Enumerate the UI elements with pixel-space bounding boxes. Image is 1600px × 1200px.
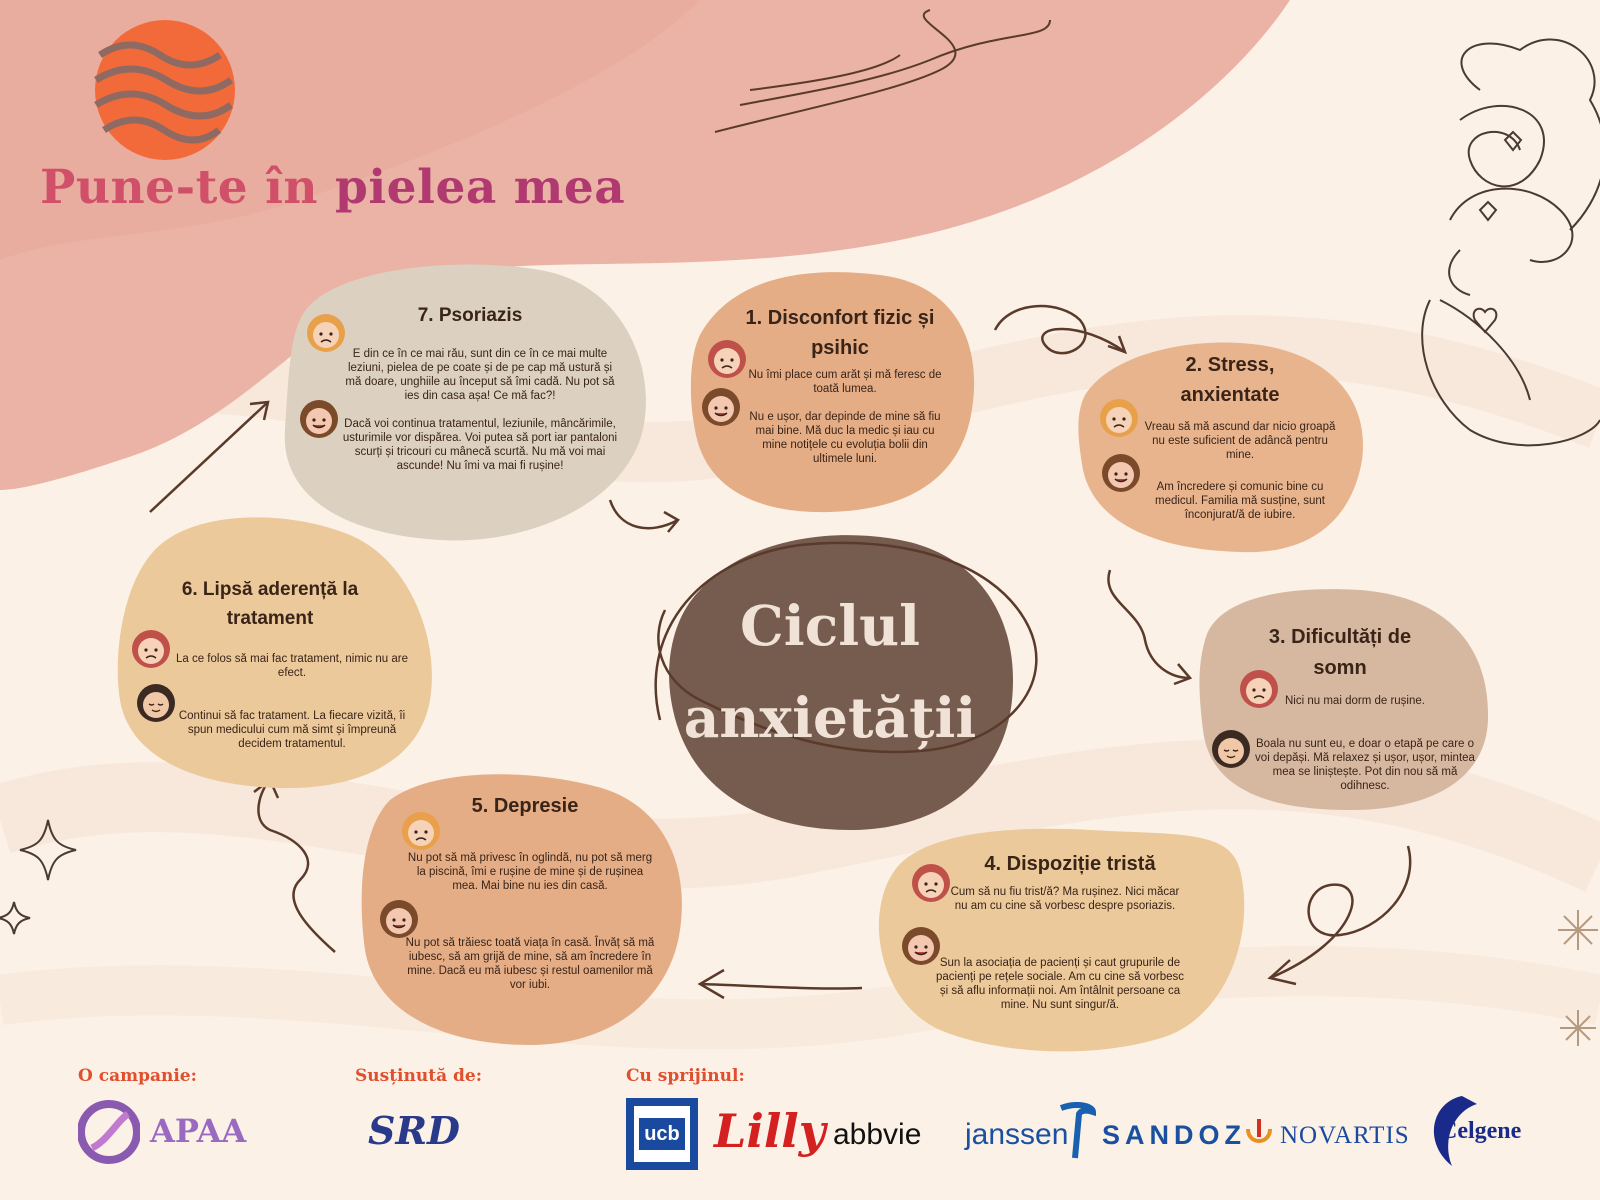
lilly-logo[interactable]: Lilly xyxy=(714,1104,826,1158)
curly-sad-face-icon xyxy=(400,810,442,852)
step-6-title: 6. Lipsă aderență la tratament xyxy=(181,579,359,629)
step-7-negative: E din ce în ce mai rău, sunt din ce în ce mai multe leziuni, pielea de pe coate și de pe cap mă ustură și mă doare, unghiile au început să îmi cadă. Nu pot să ies din casa așa! Ce mă fac?! xyxy=(345,348,615,402)
step-3-positive: Boala nu sunt eu, e doar o etapă pe care o voi depăși. Mă relaxez și ușor, ușor, mintea mea se liniștește. Pot din nou să mă odihnesc. xyxy=(1255,738,1475,792)
cycle-center-title xyxy=(660,580,1000,764)
help-label: Cu sprijinul: xyxy=(626,1066,745,1086)
sad-face-icon xyxy=(130,628,172,670)
smiling-girl-face-icon xyxy=(700,386,742,428)
step-2-title: 2. Stress, anxientate xyxy=(1180,354,1280,406)
apaa-logo-icon[interactable] xyxy=(78,1100,140,1164)
step-5-positive: Nu pot să trăiesc toată viața în casă. Învăț să mă iubesc, să am grijă de mine, să am încredere în mine. Dacă eu mă iubesc și restul oamenilor mă vor iubi. xyxy=(405,937,655,991)
step-7-title: 7. Psoriazis xyxy=(417,305,523,326)
step-5-title: 5. Depresie xyxy=(471,795,579,817)
smiling-girl-face-icon xyxy=(378,898,420,940)
step-3-title: 3. Dificultăți de somn xyxy=(1268,626,1412,679)
step-2-negative: Vreau să mă ascund dar nicio groapă nu este suficient de adâncă pentru mine. xyxy=(1144,421,1336,461)
smiling-girl-face-icon xyxy=(298,398,340,440)
center-line-1: Ciclul xyxy=(740,593,920,658)
step-2-positive: Am încredere și comunic bine cu medicul. Familia mă susține, sunt înconjurat/ă de iubire. xyxy=(1154,481,1325,521)
novartis-logo[interactable]: NOVARTIS xyxy=(1280,1122,1410,1149)
ucb-logo[interactable] xyxy=(626,1098,698,1170)
step-6-positive: Continui să fac tratament. La fiecare vizită, îi spun medicului cum mă simt și împreună decidem tratamentul. xyxy=(178,710,406,750)
campaign-logo xyxy=(95,20,235,160)
page-title: Pune-te în pielea mea xyxy=(40,160,626,215)
step-1-negative: Nu îmi place cum arăt și mă feresc de toată lumea. xyxy=(748,369,942,395)
smiling-girl-face-icon xyxy=(1100,452,1142,494)
step-4-title: 4. Dispoziție tristă xyxy=(984,853,1156,875)
calm-girl-face-icon xyxy=(135,682,177,724)
calm-girl-face-icon xyxy=(1210,728,1252,770)
ucb-logo-text: ucb xyxy=(639,1118,685,1150)
step-4-negative: Cum să nu fiu trist/ă? Ma rușinez. Nici măcar nu am cu cine să vorbesc despre psoriazis. xyxy=(950,886,1180,912)
step-1-positive: Nu e ușor, dar depinde de mine să fiu mai bine. Mă duc la medic și iau cu mine notițele cu evoluția bolii din ultimele luni. xyxy=(749,411,941,465)
step-4-positive: Sun la asociația de pacienți și caut grupurile de pacienți pe rețele sociale. Am cu cine să vorbesc și să aflu informații noi. Am întâlnit persoane ca mine. Nu sunt singur/ă. xyxy=(935,957,1185,1011)
step-3-negative: Nici nu mai dorm de rușine. xyxy=(1285,695,1425,707)
step-7-positive: Dacă voi continua tratamentul, leziunile, mâncărimile, usturimile vor dispărea. Voi putea să port iar pantaloni scurți și tricouri cu mânecă scurtă. Nu mă voi mai ascunde! Nu îmi va mai fi rușine! xyxy=(342,418,618,472)
step-6-negative: La ce folos să mai fac tratament, nimic nu are efect. xyxy=(175,653,409,679)
janssen-logo[interactable]: janssen xyxy=(965,1118,1069,1151)
abbvie-logo[interactable]: abbvie xyxy=(833,1118,922,1151)
sandoz-logo[interactable]: SANDOZ xyxy=(1102,1120,1246,1150)
step-5-negative: Nu pot să mă privesc în oglindă, nu pot să merg la piscină, îmi e rușine de mine și de rușinea mea. Mai bine nu ies din casă. xyxy=(407,852,653,892)
center-line-2: anxietății xyxy=(683,685,977,750)
novartis-flame-icon xyxy=(1244,1115,1274,1151)
step-1-title: 1. Disconfort fizic și psihic xyxy=(745,307,935,359)
srd-logo[interactable]: SRD xyxy=(368,1108,460,1153)
campaign-label: O campanie: xyxy=(78,1066,197,1086)
supported-label: Susținută de: xyxy=(355,1066,483,1086)
sandoz-swoosh-icon xyxy=(1057,1102,1097,1162)
apaa-logo-text[interactable]: APAA xyxy=(150,1112,247,1150)
celgene-logo[interactable]: Celgene xyxy=(1440,1118,1522,1144)
curly-sad-face-icon xyxy=(1098,397,1140,439)
sad-face-icon xyxy=(706,338,748,380)
